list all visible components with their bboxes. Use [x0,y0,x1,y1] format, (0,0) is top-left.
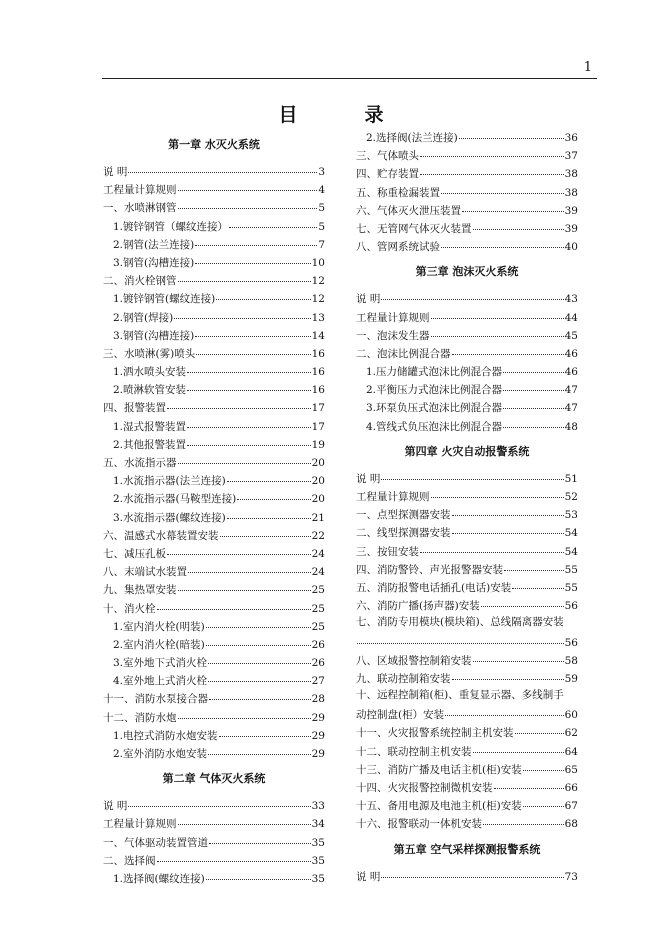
dot-leader [381,865,563,878]
toc-entry-label: 四、贮存装置 [356,168,419,181]
toc-page-number: 54 [564,527,578,540]
toc-page-number: 36 [564,132,578,144]
toc-entry[interactable] [356,237,578,255]
toc-entry-label: 2.钢管(法兰连接) [113,238,195,251]
dot-leader [216,287,310,300]
toc-page-number: 66 [564,782,578,794]
dot-leader [208,669,311,682]
toc-entry[interactable] [356,814,578,832]
toc-page-number: 40 [564,241,578,254]
dot-leader [523,794,564,807]
toc-entry-label: 三、按钮安装 [356,545,419,558]
toc-entry-label: 说 明 [356,472,381,485]
toc-entry[interactable] [356,417,578,435]
toc-entry-label: 六、温感式水幕装置安装 [103,529,219,542]
dot-leader [420,540,564,553]
toc-page-number: 10 [311,256,325,269]
toc-entry-label: 二、线型探测器安装 [356,527,451,540]
toc-page-number: 53 [564,509,578,522]
toc-entry-label: 2.平衡压力式泡沫比例混合器 [366,384,503,397]
dot-leader [473,217,564,230]
dot-leader [178,706,311,719]
chapter-heading: 第五章 空气采样探测报警系统 [393,842,541,856]
dot-leader [195,233,317,246]
toc-page-number: 24 [311,547,325,560]
toc-entry-label: 七、无管网气体灭火装置 [356,222,472,235]
toc-entry-label: 十三、消防广播及电话主机(柜)安装 [356,763,522,776]
toc-entry[interactable] [356,596,578,614]
toc-page-number: 62 [564,727,578,740]
toc-page-number: 34 [311,818,325,831]
toc-page-number: 48 [564,420,578,433]
toc-entry-label: 工程量计算规则 [103,818,177,831]
toc-entry-label: 1.洒水喷头安装 [113,366,187,379]
toc-entry-label: 工程量计算规则 [103,184,177,197]
dot-leader [431,485,564,498]
toc-page-number: 44 [564,311,578,324]
toc-entry-label: 一、气体驱动装置管道 [103,836,208,849]
toc-page-number: 47 [564,384,578,397]
toc-page-number: 26 [311,638,325,651]
toc-page-number: 16 [311,384,325,397]
toc-entry-label: 1.室内消火栓(明装) [113,620,205,633]
dot-leader [178,812,311,825]
toc-page-number: 29 [311,748,325,760]
toc-entry-label: 3.钢管(沟槽连接) [113,256,195,269]
toc-entry-label: 一、点型探测器安装 [356,509,451,522]
toc-page-number: 60 [564,709,578,722]
dot-leader [167,542,311,555]
toc-page-number: 16 [311,366,325,379]
toc-page-number: 29 [311,729,325,742]
toc-page-number: 12 [311,275,325,288]
dot-leader [174,306,310,319]
toc-page-number: 43 [564,293,578,306]
chapter-heading: 第三章 泡沫灭火系统 [415,265,519,279]
dot-leader [187,360,311,373]
toc-page-number: 51 [564,472,578,485]
dot-leader [208,742,311,755]
toc-entry-label: 工程量计算规则 [356,311,430,324]
toc-page-number: 20 [311,475,325,488]
toc-entry-label: 八、管网系统试验 [356,241,440,254]
toc-page-number: 21 [311,511,325,524]
toc-page-number: 56 [564,600,578,613]
toc-entry-label: 一、水喷淋钢管 [103,202,177,215]
dot-leader [195,324,310,337]
dot-leader [523,758,564,771]
toc-page-number: 5 [318,220,325,233]
toc-page-number: 52 [564,491,578,503]
dot-leader [503,396,564,409]
toc-page-number: 35 [311,836,325,849]
toc-entry[interactable] [356,669,578,687]
dot-leader [227,506,311,519]
dot-leader [494,776,564,789]
dot-leader [206,867,311,880]
dot-leader [462,199,564,212]
toc-entry-label: 2.选择阀(法兰连接) [366,132,458,144]
toc-entry-label: 九、联动控制箱安装 [356,672,451,685]
dot-leader [459,126,564,139]
dot-leader [357,631,564,644]
toc-page-number: 33 [311,800,325,813]
dot-leader [227,469,311,482]
toc-entry-label: 2.水流指示器(马鞍型连接) [113,493,237,506]
toc-entry-label: 1.镀锌钢管（螺纹连接） [113,220,229,233]
dot-leader [503,415,564,428]
toc-entry-label: 四、报警装置 [103,402,166,415]
chapter-heading: 第一章 水灭火系统 [168,138,260,151]
toc-entry-label: 说 明 [356,293,381,306]
dot-leader [178,178,318,191]
toc-page-number: 13 [311,311,325,324]
dot-leader [128,160,317,173]
toc-entry-label: 二、泡沫比例混合器 [356,347,451,360]
toc-entry-label: 工程量计算规则 [356,491,430,503]
toc-entry-label: 1.镀锌钢管(螺纹连接) [113,293,216,306]
dot-leader [483,812,564,825]
dot-leader [431,306,564,319]
dot-leader [473,649,564,662]
dot-leader [196,342,310,355]
dot-leader [128,794,310,807]
dot-leader [504,558,564,571]
toc-page-number: 35 [311,872,325,885]
toc-page-number: 47 [564,402,578,415]
toc-page-number: 16 [311,347,325,360]
dot-leader [188,560,311,573]
toc-page-number: 29 [311,711,325,724]
toc-entry-label: 十、消火栓 [103,602,156,615]
toc-entry-label: 3.室外地下式消火栓 [113,657,208,670]
toc-page-number: 17 [311,420,325,433]
toc-right-column [356,128,578,885]
toc-entry-label: 3.水流指示器(螺纹连接) [113,511,226,524]
dot-leader [452,342,564,355]
toc-entry-label: 五、称重检漏装置 [356,186,440,199]
toc-entry-label: 1.选择阀(螺纹连接) [113,872,205,885]
dot-leader [187,415,311,428]
dot-leader [209,831,311,844]
dot-leader [441,181,564,194]
toc-page-number: 39 [564,222,578,235]
toc-page-number: 14 [311,329,325,342]
toc-entry-label: 说 明 [356,870,381,883]
toc-page-number: 55 [564,563,578,576]
toc-entry-label: 1.水流指示器(法兰连接) [113,475,226,488]
dot-leader [206,615,311,628]
toc-page-number: 19 [311,438,325,451]
toc-page-number: 20 [311,493,325,506]
toc-page-number: 20 [311,457,325,469]
dot-leader [481,594,564,607]
toc-entry-label: 七、减压孔板 [103,547,166,560]
page-number: 1 [583,60,592,75]
toc-entry-label: 说 明 [103,166,128,178]
dot-leader [167,396,311,409]
toc-entry-label: 2.室外消防水炮安装 [113,748,208,760]
toc-page-number: 73 [564,870,578,883]
dot-leader [503,360,564,373]
toc-entry-label: 九、集热罩安装 [103,584,177,597]
dot-leader [420,162,564,175]
toc-entry-label: 2.钢管(焊接) [113,311,174,324]
toc-entry[interactable] [103,869,325,887]
toc-page-number: 54 [564,545,578,558]
toc-entry-text: 七、消防专用模块(模块箱)、总线隔离器安装 [356,616,564,629]
dot-leader [229,215,317,228]
toc-page-number: 26 [311,657,325,670]
dot-leader [187,433,311,446]
toc-entry-label: 五、水流指示器 [103,457,177,469]
dot-leader [420,144,564,157]
toc-page-number: 28 [311,693,325,706]
chapter-heading: 第四章 火灾自动报警系统 [404,444,530,458]
toc-page-number: 38 [564,186,578,199]
toc-page-number: 58 [564,654,578,667]
toc-entry-label: 一、泡沫发生器 [356,329,430,342]
toc-page-number: 35 [311,854,325,867]
toc-page-number: 64 [564,745,578,758]
dot-leader [237,487,310,500]
toc-page-number: 65 [564,763,578,776]
dot-leader [157,597,311,610]
toc-page-number: 56 [564,636,578,649]
dot-leader [178,451,311,464]
dot-leader [178,196,318,209]
dot-leader [381,287,563,300]
toc-entry-label: 十二、联动控制主机安装 [356,745,472,758]
toc-page-number: 68 [564,818,578,831]
dot-leader [208,651,311,664]
toc-entry-label: 十六、报警联动一体机安装 [356,818,482,831]
dot-leader [452,667,564,680]
dot-leader [452,503,564,516]
dot-leader [381,467,563,480]
toc-entry-label: 十四、火灾报警控制微机安装 [356,782,493,794]
toc-entry-label: 六、气体灭火泄压装置 [356,204,461,217]
toc-page-number: 46 [564,347,578,360]
header-rule [102,78,597,79]
toc-entry-label: 十一、火灾报警系统控制主机安装 [356,727,514,740]
toc-entry-label: 三、气体喷头 [356,150,419,163]
dot-leader [178,578,311,591]
toc-page-number: 45 [564,329,578,342]
toc-page-number: 27 [311,675,325,688]
toc-page-number: 7 [318,238,325,251]
page-title: 目 录 [278,104,408,126]
toc-entry-label: 五、消防报警电话插孔(电话)安装 [356,581,512,594]
toc-entry-label: 动控制盘(柜）安装 [356,709,445,722]
dot-leader [431,324,564,337]
toc-page-number: 3 [318,166,325,178]
toc-entry-label: 十五、备用电源及电池主机(柜)安装 [356,800,522,813]
toc-entry-label: 4.室外地上式消火栓 [113,675,208,688]
toc-entry-label: 1.湿式报警装置 [113,420,187,433]
dot-leader [187,378,311,391]
dot-leader [503,378,564,391]
dot-leader [452,521,564,534]
toc-page-number: 59 [564,672,578,685]
dot-leader [445,703,564,716]
toc-entry-label: 三、水喷淋(雾)喷头 [103,347,196,360]
toc-entry-label: 八、末端试水装置 [103,566,187,579]
toc-page-number: 38 [564,168,578,181]
toc-entry[interactable] [356,867,578,885]
toc-page-number: 22 [311,529,325,542]
toc-page-number: 24 [311,566,325,579]
toc-entry-label: 四、消防警铃、声光报警器安装 [356,563,503,576]
toc-page-number: 55 [564,581,578,594]
toc-entry-label: 二、选择阀 [103,854,156,867]
toc-page-number: 5 [318,202,325,215]
toc-entry-label: 3.环泵负压式泡沫比例混合器 [366,402,503,415]
dot-leader [195,251,310,264]
dot-leader [157,849,311,862]
dot-leader [441,235,564,248]
toc-entry-label: 说 明 [103,800,128,813]
toc-entry-label: 4.管线式负压泡沫比例混合器 [366,420,503,433]
toc-entry-label: 十一、消防水泵接合器 [103,693,208,706]
toc-entry-label: 2.其他报警装置 [113,438,187,451]
toc-entry-label: 十二、消防水炮 [103,711,177,724]
toc-entry-text: 十、远程控制箱(柜)、重复显示器、多线制手 [356,689,564,702]
dot-leader [219,724,311,737]
toc-left-column [103,128,325,887]
toc-page-number: 4 [318,184,325,197]
toc-page-number: 25 [311,602,325,615]
toc-entry-label: 2.喷淋软管安装 [113,384,187,397]
dot-leader [473,740,564,753]
toc-page-number: 67 [564,800,578,813]
toc-entry-label: 八、区域报警控制箱安装 [356,654,472,667]
chapter-heading: 第二章 气体灭火系统 [162,772,266,786]
toc-entry-label: 3.钢管(沟槽连接) [113,329,195,342]
toc-entry-label: 1.电控式消防水炮安装 [113,729,218,742]
toc-page-number: 46 [564,366,578,379]
toc-page-number: 37 [564,150,578,163]
toc-page-number: 39 [564,204,578,217]
toc-page-number: 17 [311,402,325,415]
toc-entry[interactable] [103,744,325,762]
toc-page-number: 12 [311,293,325,306]
dot-leader [512,576,563,589]
dot-leader [209,687,311,700]
toc-entry-label: 二、消火栓钢管 [103,275,177,288]
dot-leader [515,721,564,734]
toc-page-number: 25 [311,620,325,633]
dot-leader [178,269,311,282]
toc-entry-label: 2.室内消火栓(暗装) [113,638,205,651]
dot-leader [220,524,311,537]
toc-page-number: 25 [311,584,325,597]
toc-entry-label: 1.压力储罐式泡沫比例混合器 [366,366,503,379]
dot-leader [206,633,311,646]
toc-entry-label: 六、消防广播(扬声器)安装 [356,600,480,613]
